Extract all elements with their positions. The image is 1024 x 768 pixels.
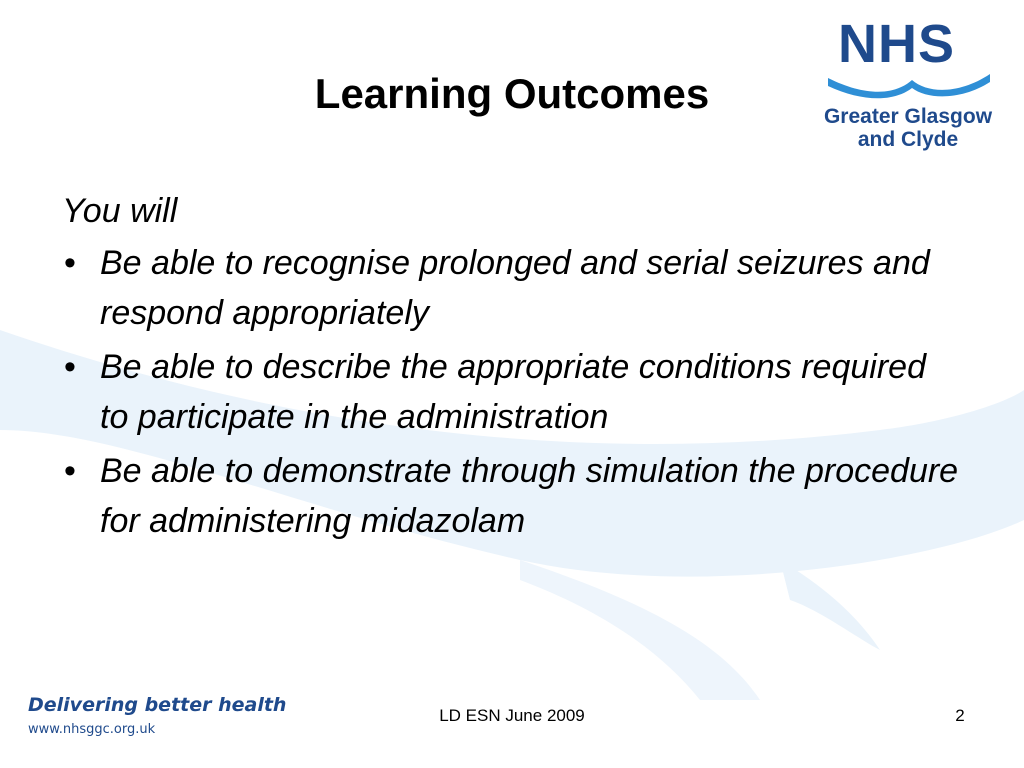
nhs-logo: [808, 10, 1008, 150]
list-item-text: Be able to describe the appropriate conditions required to participate in the administration: [100, 348, 926, 436]
logo-org-line-2: and Clyde: [857, 128, 959, 151]
bullet-icon: •: [64, 452, 76, 490]
list-item-text: Be able to demonstrate through simulation the procedure for administering midazolam: [100, 452, 959, 540]
list-item: [62, 238, 962, 338]
list-item: [62, 342, 962, 442]
footer-url: www.nhsggc.org.uk: [28, 722, 156, 737]
bullet-icon: •: [64, 348, 76, 386]
page-number: 2: [955, 706, 965, 725]
logo-org-line-1: Greater Glasgow: [823, 105, 993, 128]
footer-tagline: Delivering better health: [28, 694, 287, 716]
slide-title: Learning Outcomes: [314, 70, 710, 117]
nhs-wordmark: NHS: [838, 14, 956, 74]
list-item: [62, 446, 962, 546]
intro-text: You will: [62, 192, 178, 230]
bullet-icon: •: [64, 244, 76, 282]
logo-wave-icon: [824, 66, 994, 102]
footer-date-text: LD ESN June 2009: [439, 706, 585, 725]
outcome-list: [62, 238, 962, 546]
slide-body: [62, 188, 962, 550]
list-item-text: Be able to recognise prolonged and serial seizures and respond appropriately: [100, 244, 930, 332]
